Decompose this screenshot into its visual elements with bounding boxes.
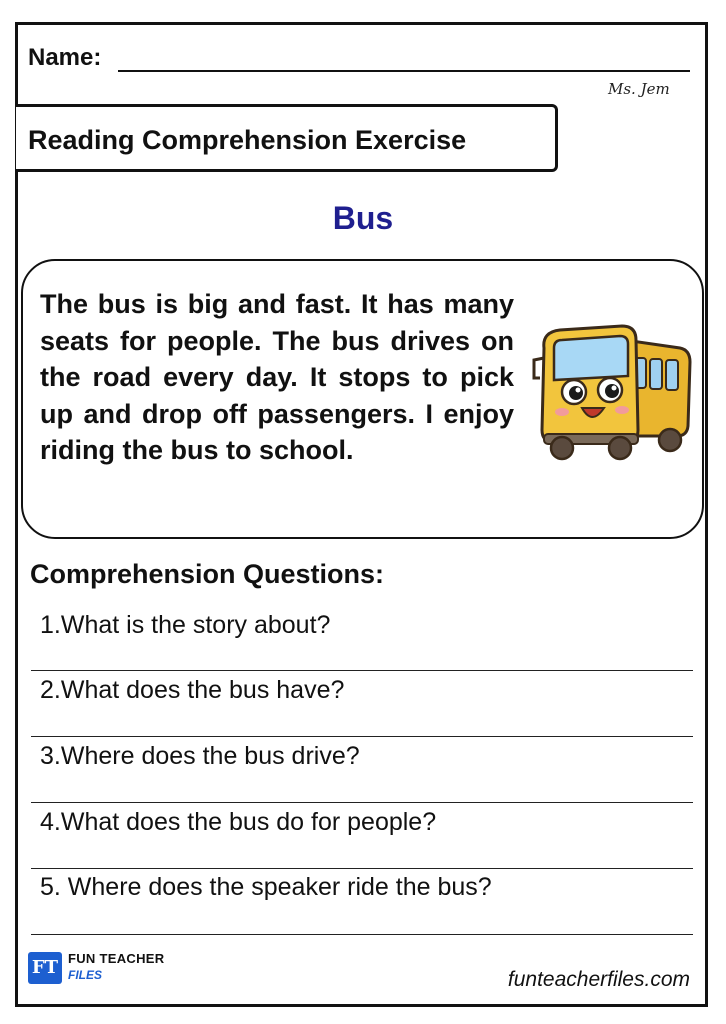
questions-heading: Comprehension Questions: [30, 559, 385, 589]
exercise-title-box [16, 104, 558, 172]
question-1 [40, 611, 330, 640]
answer-line-2 [31, 736, 693, 737]
name-label: Name: [28, 44, 102, 71]
question-text: What does the bus have? [60, 676, 345, 704]
question-number: 3. [40, 742, 61, 770]
question-5 [40, 873, 492, 902]
question-4 [40, 808, 436, 837]
story-title: Bus [332, 200, 394, 236]
question-number: 2. [40, 676, 61, 704]
bus-illustration-icon [530, 318, 700, 468]
exercise-title: Reading Comprehension Exercise [28, 125, 467, 155]
question-text: What is the story about? [60, 611, 331, 639]
question-3 [40, 742, 360, 771]
fun-teacher-files-logo-icon: FT [28, 952, 62, 984]
brand-line-1: FUN TEACHER [68, 951, 165, 966]
website-url: funteacherfiles.com [507, 968, 690, 991]
question-number: 5. [40, 873, 61, 901]
question-text: Where does the bus drive? [60, 742, 360, 770]
signature: Ms. Jem [608, 80, 670, 98]
question-2 [40, 676, 344, 705]
question-number: 4. [40, 808, 61, 836]
question-text: What does the bus do for people? [60, 808, 437, 836]
answer-line-1 [31, 670, 693, 671]
answer-line-4 [31, 868, 693, 869]
story-text: The bus is big and fast. It has many seats for people. The bus drives on the road every day. It stops to pick up and drop off passengers. I enjoy riding the bus to school. [40, 289, 514, 466]
brand-line-2: FILES [68, 968, 103, 982]
answer-line-5 [31, 934, 693, 935]
name-line [118, 70, 690, 72]
answer-line-3 [31, 802, 693, 803]
question-number: 1. [40, 611, 61, 639]
question-text: Where does the speaker ride the bus? [60, 873, 492, 901]
